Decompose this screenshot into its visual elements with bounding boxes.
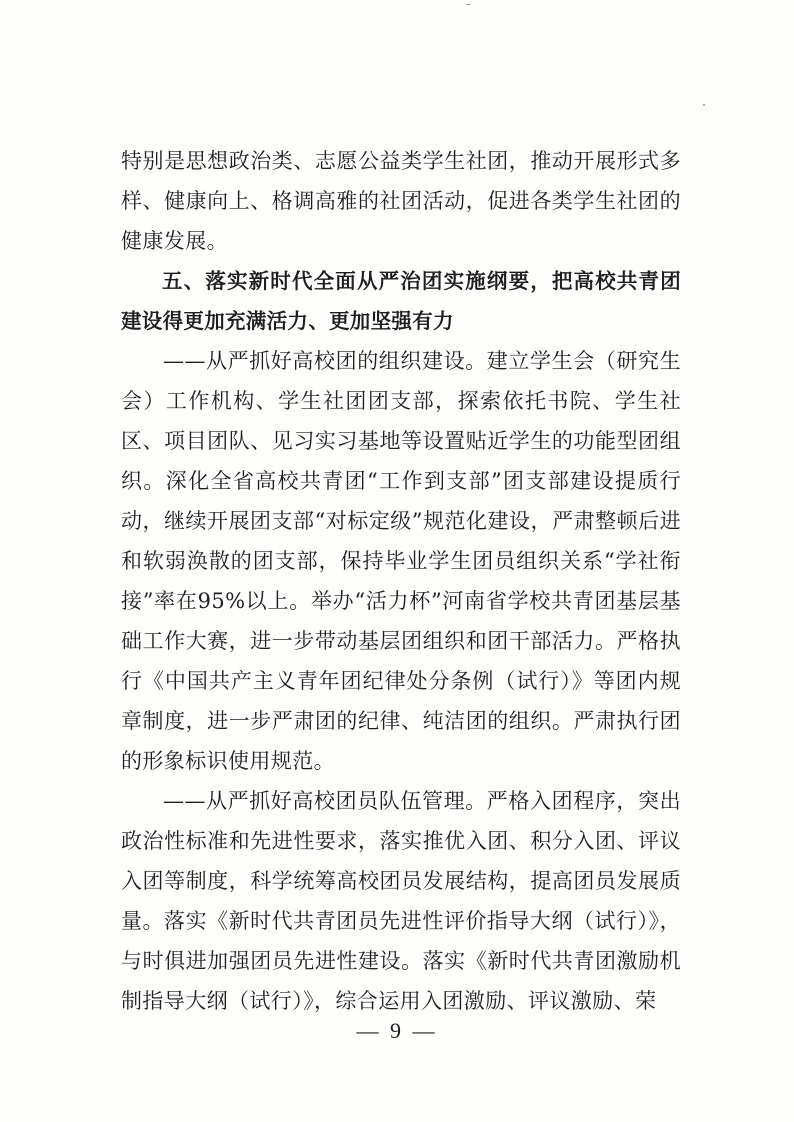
- document-body: [121, 141, 681, 1021]
- section-heading: 五、落实新时代全面从严治团实施纲要，把高校共青团建设得更加充满活力、更加坚强有力: [121, 269, 681, 333]
- scan-speck: [466, 4, 471, 5]
- page-number: — 9 —: [356, 1018, 438, 1043]
- paragraph-member-management: ——从严抓好高校团员队伍管理。严格入团程序，突出政治性标准和先进性要求，落实推优入团、积分入团、评议入团等制度，科学统筹高校团员发展结构，提高团员发展质量。落实《新时代共青团员先进性评价指导大纲（试行）》，与时俱进加强团员先进性建设。落实《新时代共青团激励机制指导大纲（试行）》，综合运用入团激励、评议激励、荣: [121, 789, 681, 1013]
- scan-speck: [703, 104, 705, 106]
- paragraph-continuation: 特别是思想政治类、志愿公益类学生社团，推动开展形式多样、健康向上、格调高雅的社团活动，促进各类学生社团的健康发展。: [121, 149, 681, 253]
- paragraph-organization-building: ——从严抓好高校团的组织建设。建立学生会（研究生会）工作机构、学生社团团支部，探索依托书院、学生社区、项目团队、见习实习基地等设置贴近学生的功能型团组织。深化全省高校共青团“工作到支部”团支部建设提质行动，继续开展团支部“对标定级”规范化建设，严肃整顿后进和软弱涣散的团支部，保持毕业学生团员组织关系“学社衔接”率在95%以上。举办“活力杯”河南省学校共青团基层基础工作大赛，进一步带动基层团组织和团干部活力。严格执行《中国共产主义青年团纪律处分条例（试行）》等团内规章制度，进一步严肃团的纪律、纯洁团的组织。严肃执行团的形象标识使用规范。: [121, 349, 681, 773]
